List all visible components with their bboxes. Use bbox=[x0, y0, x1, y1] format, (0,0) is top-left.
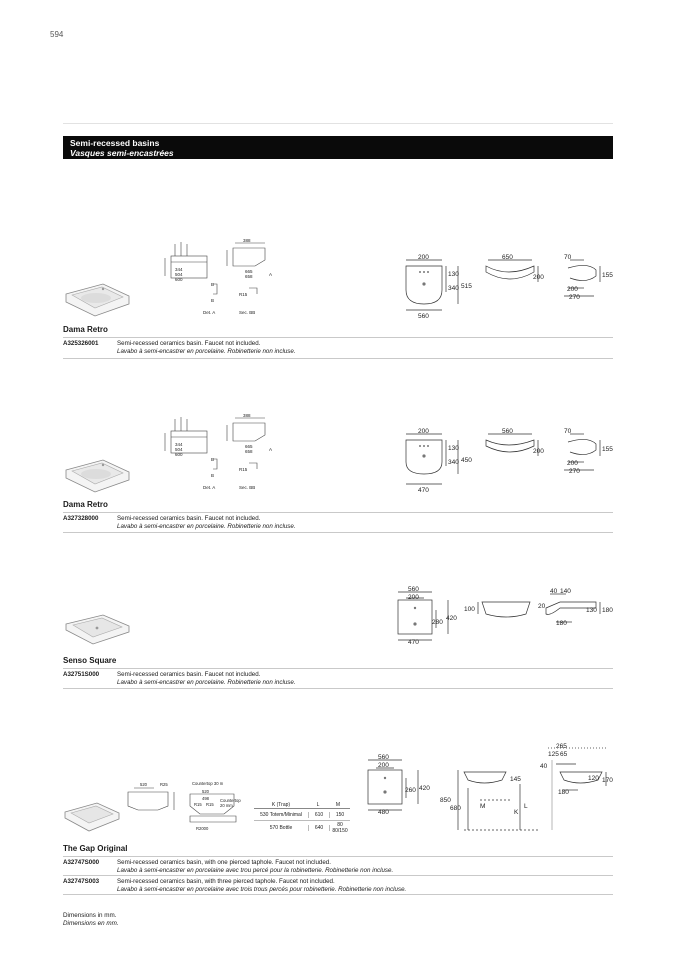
description-en: Semi-recessed ceramics basin. Faucet not included. bbox=[117, 340, 261, 347]
product-name: Dama Retro bbox=[63, 325, 108, 334]
dim-w1: 200 bbox=[418, 428, 429, 435]
table-row bbox=[254, 821, 350, 835]
product-description bbox=[117, 515, 296, 530]
product-row bbox=[63, 857, 613, 875]
dim-s2: 155 bbox=[602, 446, 613, 453]
product-row bbox=[63, 876, 613, 894]
dim-s3: 200 bbox=[567, 286, 578, 293]
trap-col-m: M bbox=[335, 802, 341, 808]
description-fr: Lavabo à semi-encastrer en porcelaine. Robinetterie non incluse. bbox=[117, 522, 296, 530]
tech-c: Countertop 30 m bbox=[192, 781, 224, 786]
dimension-drawing-the-gap-original bbox=[360, 740, 620, 836]
tech-e: 498 bbox=[202, 796, 209, 801]
dimension-drawing-dama-retro-2 bbox=[398, 426, 618, 494]
tech-sec-b1: 665 bbox=[245, 269, 253, 274]
product-description bbox=[117, 859, 393, 874]
tech-sec-bb: Sec. BB bbox=[239, 310, 256, 315]
tech-dim-1: 344 bbox=[175, 442, 183, 447]
dim-w-outer: 560 bbox=[378, 754, 389, 761]
tech-sec-top: 388 bbox=[243, 238, 251, 243]
tech-label-b2: B bbox=[211, 473, 215, 478]
tech-label-b: B bbox=[211, 282, 215, 287]
tech-label-b2: B bbox=[211, 298, 215, 303]
table-row bbox=[254, 809, 350, 821]
row-divider bbox=[63, 688, 613, 689]
product-name: The Gap Original bbox=[63, 844, 128, 853]
tech-sec-b2: 658 bbox=[245, 449, 253, 454]
table-cell: 150 bbox=[335, 811, 345, 818]
row-divider bbox=[63, 358, 613, 359]
product-code: A325326001 bbox=[63, 340, 99, 347]
product-code: A32747S003 bbox=[63, 878, 100, 885]
dim-side: 100 bbox=[464, 606, 475, 613]
tech-a: 520 bbox=[140, 782, 147, 787]
product-description bbox=[117, 878, 406, 893]
description-en: Semi-recessed ceramics basin. Faucet not included. bbox=[117, 515, 261, 522]
dim-h2: 420 bbox=[446, 615, 457, 622]
tech-h: Countertop bbox=[220, 798, 241, 803]
tech-label-b: B bbox=[211, 457, 215, 462]
tech-dim-2: 504 bbox=[175, 272, 183, 277]
dim-h1: 280 bbox=[432, 619, 443, 626]
dim-h3: 450 bbox=[461, 457, 472, 464]
dim-e3: 680 bbox=[450, 805, 461, 812]
dim-h2: 340 bbox=[448, 459, 459, 466]
dimension-drawing-senso-square bbox=[390, 584, 620, 646]
footer-note bbox=[63, 912, 119, 928]
dim-s5: 120 bbox=[588, 775, 599, 782]
product-photo-senso-square bbox=[63, 612, 131, 648]
tech-dim-1: 344 bbox=[175, 267, 183, 272]
tech-dim-3: 600 bbox=[175, 452, 183, 457]
product-name: Senso Square bbox=[63, 656, 117, 665]
product-row bbox=[63, 669, 613, 688]
dim-l: L bbox=[524, 803, 528, 810]
table-cell: 640 bbox=[309, 825, 330, 831]
tech-det-a: Det. A bbox=[203, 310, 216, 315]
section-title-en: Semi-recessed basins bbox=[70, 138, 160, 148]
page-number: 594 bbox=[50, 30, 64, 39]
tech-g: R15 bbox=[206, 802, 214, 807]
table-cell: 610 bbox=[309, 812, 330, 818]
product-row bbox=[63, 338, 613, 358]
footer-en: Dimensions in mm. bbox=[63, 912, 117, 919]
product-name: Dama Retro bbox=[63, 500, 108, 509]
description-en: Semi-recessed ceramics basin, with one pierced taphole. Faucet not included. bbox=[117, 859, 331, 866]
dim-s7: 180 bbox=[558, 789, 569, 796]
trap-col-l: L bbox=[316, 802, 320, 808]
technical-drawing-dama-retro-1 bbox=[145, 236, 285, 318]
dim-s2: 125 bbox=[548, 751, 559, 758]
dim-s5: 180 bbox=[602, 607, 613, 614]
tech-b: R25 bbox=[160, 782, 168, 787]
product-photo-dama-retro-1 bbox=[63, 280, 131, 320]
footer-fr: Dimensions en mm. bbox=[63, 920, 119, 927]
top-divider bbox=[63, 123, 613, 124]
description-en: Semi-recessed ceramics basin, with three pierced taphole. Faucet not included. bbox=[117, 878, 335, 885]
dim-w1: 200 bbox=[418, 254, 429, 261]
dim-h3: 515 bbox=[461, 283, 472, 290]
dim-e2: 850 bbox=[440, 797, 451, 804]
tech-det-a: Det. A bbox=[203, 485, 216, 490]
dim-d1: 650 bbox=[502, 254, 513, 261]
dim-s4: 40 bbox=[540, 763, 548, 770]
dim-w-outer: 560 bbox=[408, 586, 419, 593]
dim-s6: 180 bbox=[556, 620, 567, 627]
tech-dim-3: 600 bbox=[175, 277, 183, 282]
product-row bbox=[63, 513, 613, 532]
tech-label-a: A bbox=[269, 272, 273, 277]
dim-e1: 145 bbox=[510, 776, 521, 783]
dim-h1: 260 bbox=[405, 787, 416, 794]
tech-j: R2000 bbox=[196, 826, 209, 831]
dim-s4: 270 bbox=[569, 468, 580, 475]
dim-s1: 40 bbox=[550, 588, 558, 595]
dim-w-bottom: 480 bbox=[378, 809, 389, 816]
description-en: Semi-recessed ceramics basin. Faucet not included. bbox=[117, 671, 261, 678]
row-divider bbox=[63, 532, 613, 533]
description-fr: Lavabo à semi-encastrer en porcelaine. Robinetterie non incluse. bbox=[117, 678, 296, 686]
tech-label-r: R15 bbox=[239, 467, 248, 472]
dim-s2: 140 bbox=[560, 588, 571, 595]
table-cell: 530 Totem/Minimal bbox=[254, 812, 309, 818]
dim-s3: 200 bbox=[567, 460, 578, 467]
dim-s3: 20 bbox=[538, 603, 546, 610]
product-code: A327328000 bbox=[63, 515, 99, 522]
row-divider bbox=[63, 894, 613, 895]
product-description bbox=[117, 671, 296, 686]
table-cell: 570 Bottle bbox=[254, 825, 309, 831]
dim-s4: 130 bbox=[586, 607, 597, 614]
tech-f: R15 bbox=[194, 802, 202, 807]
tech-sec-top: 388 bbox=[243, 413, 251, 418]
trap-table bbox=[254, 802, 350, 835]
dim-k: K bbox=[514, 809, 519, 816]
dimension-drawing-dama-retro-1 bbox=[398, 252, 618, 320]
product-photo-dama-retro-2 bbox=[63, 456, 131, 496]
dim-h2: 420 bbox=[419, 785, 430, 792]
dim-s6: 170 bbox=[602, 777, 613, 784]
dim-w-inner: 200 bbox=[378, 762, 389, 769]
trap-col-k: K (Trap) bbox=[271, 802, 291, 808]
tech-dim-2: 504 bbox=[175, 447, 183, 452]
product-code: A32747S000 bbox=[63, 859, 100, 866]
tech-label-r: R15 bbox=[239, 292, 248, 297]
technical-drawing-the-gap-original bbox=[124, 780, 254, 832]
technical-drawing-dama-retro-2 bbox=[145, 411, 285, 493]
dim-s3: 65 bbox=[560, 751, 568, 758]
trap-table-header bbox=[254, 802, 350, 809]
section-title-fr: Vasques semi-encastrées bbox=[70, 148, 174, 158]
description-fr: Lavabo à semi-encastrer en porcelaine avec trou percé pour la robinetterie. Robinetterie non incluse. bbox=[117, 866, 394, 874]
tech-d: 520 bbox=[202, 789, 209, 794]
dim-s1: 265 bbox=[556, 743, 567, 750]
description-fr: Lavabo à semi-encastrer en porcelaine avec trois trous percés pour robinetterie. Robinetterie non incluse. bbox=[117, 885, 407, 893]
dim-s4: 270 bbox=[569, 294, 580, 301]
tech-i: 20 mm bbox=[220, 803, 233, 808]
dim-w2: 560 bbox=[418, 313, 429, 320]
dim-d1: 560 bbox=[502, 428, 513, 435]
dim-s2: 155 bbox=[602, 272, 613, 279]
product-photo-the-gap-original bbox=[63, 800, 121, 834]
dim-s1: 70 bbox=[564, 254, 572, 261]
section-header bbox=[63, 136, 613, 159]
tech-sec-b1: 665 bbox=[245, 444, 253, 449]
dim-w-inner: 200 bbox=[408, 594, 419, 601]
description-fr: Lavabo à semi-encastrer en porcelaine. Robinetterie non incluse. bbox=[117, 347, 296, 355]
table-cell: 80 80/150 bbox=[332, 822, 348, 834]
tech-label-a: A bbox=[269, 447, 273, 452]
dim-w2: 470 bbox=[418, 487, 429, 494]
dim-d2: 200 bbox=[533, 274, 544, 281]
dim-h1: 130 bbox=[448, 271, 459, 278]
tech-sec-bb: Sec. BB bbox=[239, 485, 256, 490]
dim-h1: 130 bbox=[448, 445, 459, 452]
tech-sec-b2: 658 bbox=[245, 274, 253, 279]
dim-d2: 200 bbox=[533, 448, 544, 455]
product-description bbox=[117, 340, 296, 355]
dim-m: M bbox=[480, 803, 486, 810]
dim-h2: 340 bbox=[448, 285, 459, 292]
product-code: A32751S000 bbox=[63, 671, 100, 678]
dim-s1: 70 bbox=[564, 428, 572, 435]
dim-w-bottom: 470 bbox=[408, 639, 419, 646]
